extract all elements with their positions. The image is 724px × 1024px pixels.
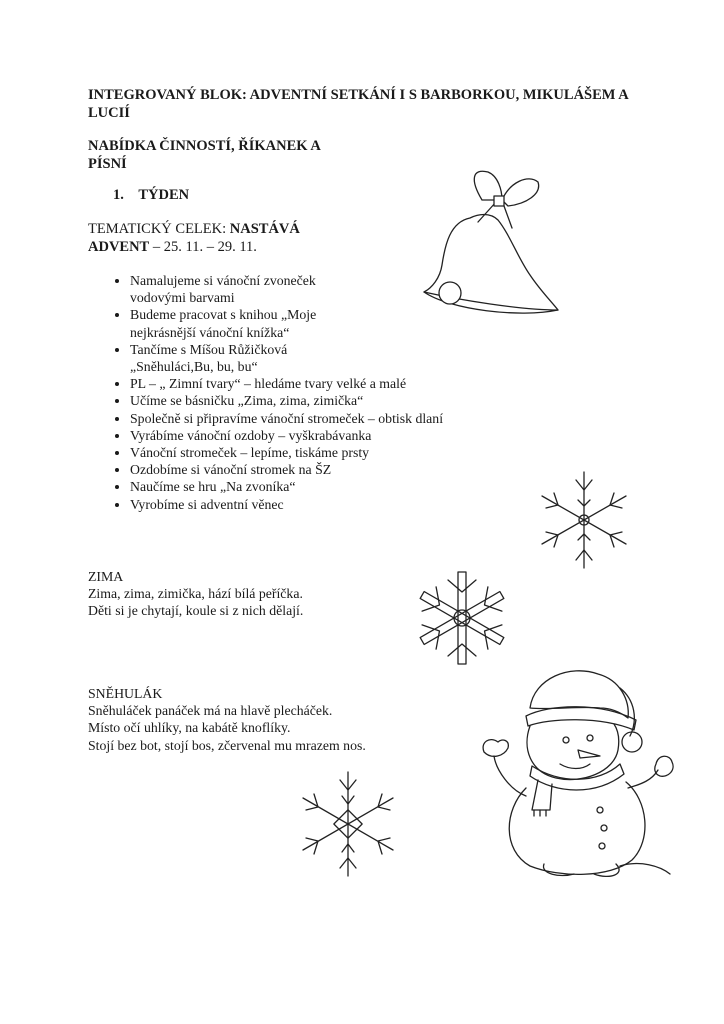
section-subtitle — [88, 137, 348, 173]
list-item: • Vyrábíme vánoční ozdoby – vyškrabávanka — [130, 427, 550, 444]
snowflake-icon — [532, 468, 636, 572]
subtitle-line-2: PÍSNÍ — [88, 156, 127, 172]
poem-snehulak — [88, 685, 366, 754]
thematic-unit — [88, 220, 348, 256]
week-label: TÝDEN — [138, 187, 190, 203]
snowflake-icon — [412, 568, 512, 668]
list-item: • Vyrobíme si adventní věnec — [130, 496, 550, 513]
list-item: • Tančíme s Míšou Růžičková „Sněhuláci,Bu, bu, bu“ — [130, 341, 550, 375]
list-item: • PL – „ Zimní tvary“ – hledáme tvary velké a malé — [130, 375, 550, 392]
poem-line: Zima, zima, zimička, hází bílá peříčka. — [88, 586, 303, 602]
bell-icon — [410, 160, 570, 320]
list-item: • Namalujeme si vánoční zvoneček vodovými barvami — [130, 272, 550, 306]
list-item: • Vánoční stromeček – lepíme, tiskáme prsty — [130, 444, 550, 461]
poem-line: Sněhuláček panáček má na hlavě plecháček. — [88, 703, 333, 719]
snowflake-icon — [292, 768, 404, 880]
thematic-dates: – 25. 11. – 29. 11. — [149, 239, 257, 255]
list-item: • Budeme pracovat s knihou „Moje nejkrásnější vánoční knížka“ — [130, 306, 550, 340]
thematic-prefix: TEMATICKÝ CELEK: — [88, 221, 230, 237]
week-number: 1. — [113, 187, 124, 203]
poem-line: Děti si je chytají, koule si z nich dělají. — [88, 603, 304, 619]
list-item: • Učíme se básničku „Zima, zima, zimička“ — [130, 392, 550, 409]
document-title: INTEGROVANÝ BLOK: ADVENTNÍ SETKÁNÍ I S BARBORKOU, MIKULÁŠEM A LUCIÍ — [88, 87, 628, 121]
poem-line: Stojí bez bot, stojí bos, zčervenal mu mrazem nos. — [88, 737, 366, 753]
poem-title: SNĚHULÁK — [88, 686, 163, 701]
snowman-icon — [470, 660, 680, 880]
poem-title: ZIMA — [88, 569, 124, 584]
list-item: • Naučíme se hru „Na zvoníka“ — [130, 478, 550, 495]
poem-line: Místo očí uhlíky, na kabátě knoflíky. — [88, 720, 291, 736]
list-item: • Ozdobíme si vánoční stromek na ŠZ — [130, 461, 550, 478]
subtitle-line-1: NABÍDKA ČINNOSTÍ, ŘÍKANEK A — [88, 138, 321, 154]
thematic-bold-2: ADVENT — [88, 239, 150, 255]
thematic-bold-1: NASTÁVÁ — [229, 221, 300, 237]
poem-zima — [88, 568, 303, 620]
week-heading — [113, 187, 189, 204]
list-item: • Společně si připravíme vánoční stromeček – obtisk dlaní — [130, 410, 550, 427]
